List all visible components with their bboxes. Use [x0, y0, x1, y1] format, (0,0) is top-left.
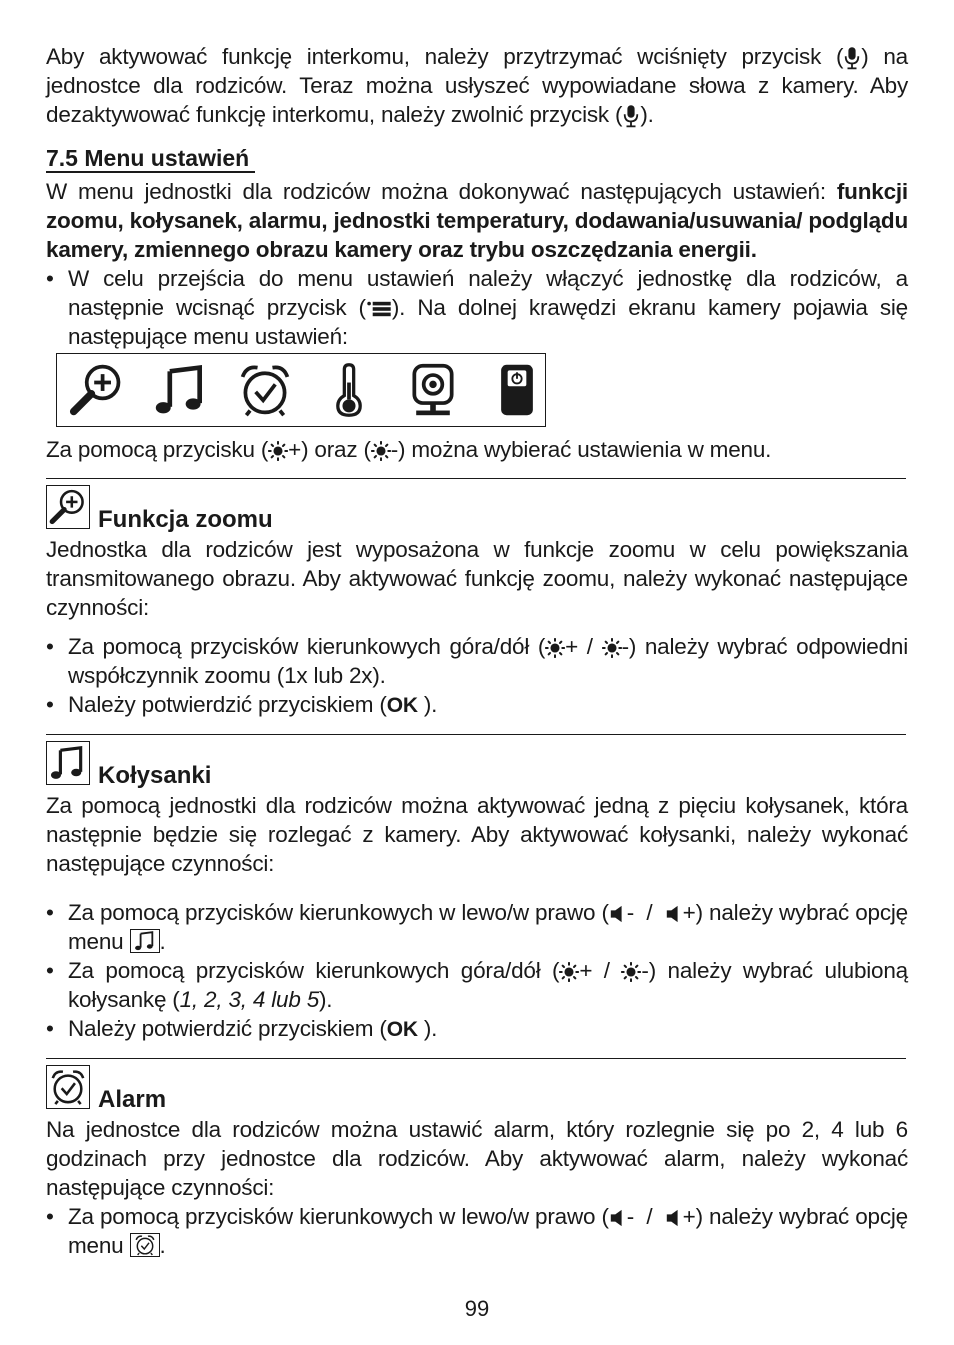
- list-item: • Należy potwierdzić przyciskiem (OK ).: [46, 690, 908, 720]
- list-item: • Za pomocą przycisków kierunkowych w lewo/w prawo ( - / +) należy wybrać opcję menu .: [46, 1202, 908, 1260]
- alarm-paragraph: Na jednostce dla rodziców można ustawić alarm, który rozlegnie się po 2, 4 lub 6 godzinach przy jednostce dla rodziców. Aby aktywować alarm, należy wykonać następujące czynności:: [46, 1117, 908, 1200]
- zoom-icon: [69, 362, 125, 418]
- brightness-down-icon: [371, 441, 391, 461]
- volume-up-icon: [665, 1209, 683, 1227]
- zoom-icon: [46, 485, 90, 529]
- settings-menu-bar: [56, 353, 546, 427]
- microphone-icon: [622, 104, 640, 128]
- zoom-section-header: [46, 485, 908, 533]
- brightness-up-icon: [268, 441, 288, 461]
- page-number: 99: [464, 1296, 490, 1321]
- intercom-text-3: ).: [640, 102, 654, 127]
- brightness-down-icon: [602, 638, 622, 658]
- zoom-paragraph: Jednostka dla rodziców jest wyposażona w funkcje zoomu w celu powiększania transmitowanego obrazu. Aby aktywować funkcję zoomu, należy wykonać następujące czynności:: [46, 537, 908, 620]
- brightness-down-icon: [621, 962, 641, 982]
- volume-down-icon: [609, 905, 627, 923]
- thermometer-icon: [321, 362, 377, 418]
- lullaby-title: Kołysanki: [98, 762, 212, 789]
- list-item: • Za pomocą przycisków kierunkowych w lewo/w prawo ( - / +) należy wybrać opcję menu .: [46, 898, 908, 956]
- menu-bullets: [46, 264, 908, 351]
- alarm-title: Alarm: [98, 1086, 167, 1113]
- lullaby-paragraph: Za pomocą jednostki dla rodziców można aktywować jedną z pięciu kołysanek, która następnie będzie się rozlegać z kamery. Aby aktywować kołysanki, należy wykonać następujące czynności:: [46, 793, 908, 876]
- manual-page: [46, 42, 908, 1260]
- music-note-icon: [46, 741, 90, 785]
- microphone-icon: [843, 46, 861, 70]
- alarm-clock-icon: [46, 1065, 90, 1109]
- ok-button-label: OK: [386, 1018, 418, 1041]
- lullaby-section-header: [46, 741, 908, 789]
- divider: [46, 478, 906, 479]
- intercom-text-1: Aby aktywować funkcję interkomu, należy przytrzymać wciśnięty przycisk (: [46, 44, 844, 69]
- music-note-icon: [153, 362, 209, 418]
- alarm-clock-icon: [130, 1233, 160, 1257]
- divider: [46, 1058, 906, 1059]
- intercom-text-2: ) na jednostce dla rodziców. Teraz można usłyszeć wypowiadane słowa z kamery. Aby dezaktywować funkcję interkomu, należy zwolnić przycisk (: [46, 44, 908, 127]
- alarm-clock-icon: [237, 362, 293, 418]
- brightness-up-icon: [559, 962, 579, 982]
- menu-intro-paragraph: W menu jednostki dla rodziców można dokonywać następujących ustawień: funkcji zoomu, kołysanek, alarmu, jednostki temperatury, dodawania/usuwania/ podglądu kamery, zmiennego obrazu kamery oraz trybu oszczędzania energii.: [46, 179, 908, 262]
- lullaby-steps: [46, 898, 908, 1044]
- menu-navigation-text: Za pomocą przycisku ( +) oraz ( -) można wybierać ustawienia w menu.: [46, 437, 772, 462]
- volume-up-icon: [665, 905, 683, 923]
- camera-icon: [405, 362, 461, 418]
- list-item: • W celu przejścia do menu ustawień należy włączyć jednostkę dla rodziców, a następnie wcisnąć przycisk ( ). Na dolnej krawędzi ekranu kamery pojawia się następujące menu ustawień:: [46, 264, 908, 351]
- alarm-steps: [46, 1202, 908, 1260]
- menu-button-icon: [366, 300, 392, 318]
- list-item: • Za pomocą przycisków kierunkowych góra/dół ( + / -) należy wybrać ulubioną kołysankę (1, 2, 3, 4 lub 5).: [46, 956, 908, 1014]
- music-note-icon: [130, 929, 160, 953]
- brightness-up-icon: [545, 638, 565, 658]
- section-heading: 7.5 Menu ustawień: [46, 143, 908, 173]
- alarm-section-header: [46, 1065, 908, 1113]
- intercom-paragraph: [46, 42, 908, 129]
- settings-list-bold: funkcji zoomu, kołysanek, alarmu, jednostki temperatury, dodawania/usuwania/ podglądu kamery, zmiennego obrazu kamery oraz trybu oszczędzania energii.: [46, 179, 908, 262]
- power-saving-icon: [489, 362, 545, 418]
- list-item: • Należy potwierdzić przyciskiem (OK ).: [46, 1014, 908, 1044]
- zoom-title: Funkcja zoomu: [98, 506, 273, 533]
- zoom-steps: [46, 632, 908, 720]
- divider: [46, 734, 906, 735]
- ok-button-label: OK: [386, 694, 418, 717]
- list-item: • Za pomocą przycisków kierunkowych góra/dół ( + / -) należy wybrać odpowiedni współczynnik zoomu (1x lub 2x).: [46, 632, 908, 690]
- volume-down-icon: [609, 1209, 627, 1227]
